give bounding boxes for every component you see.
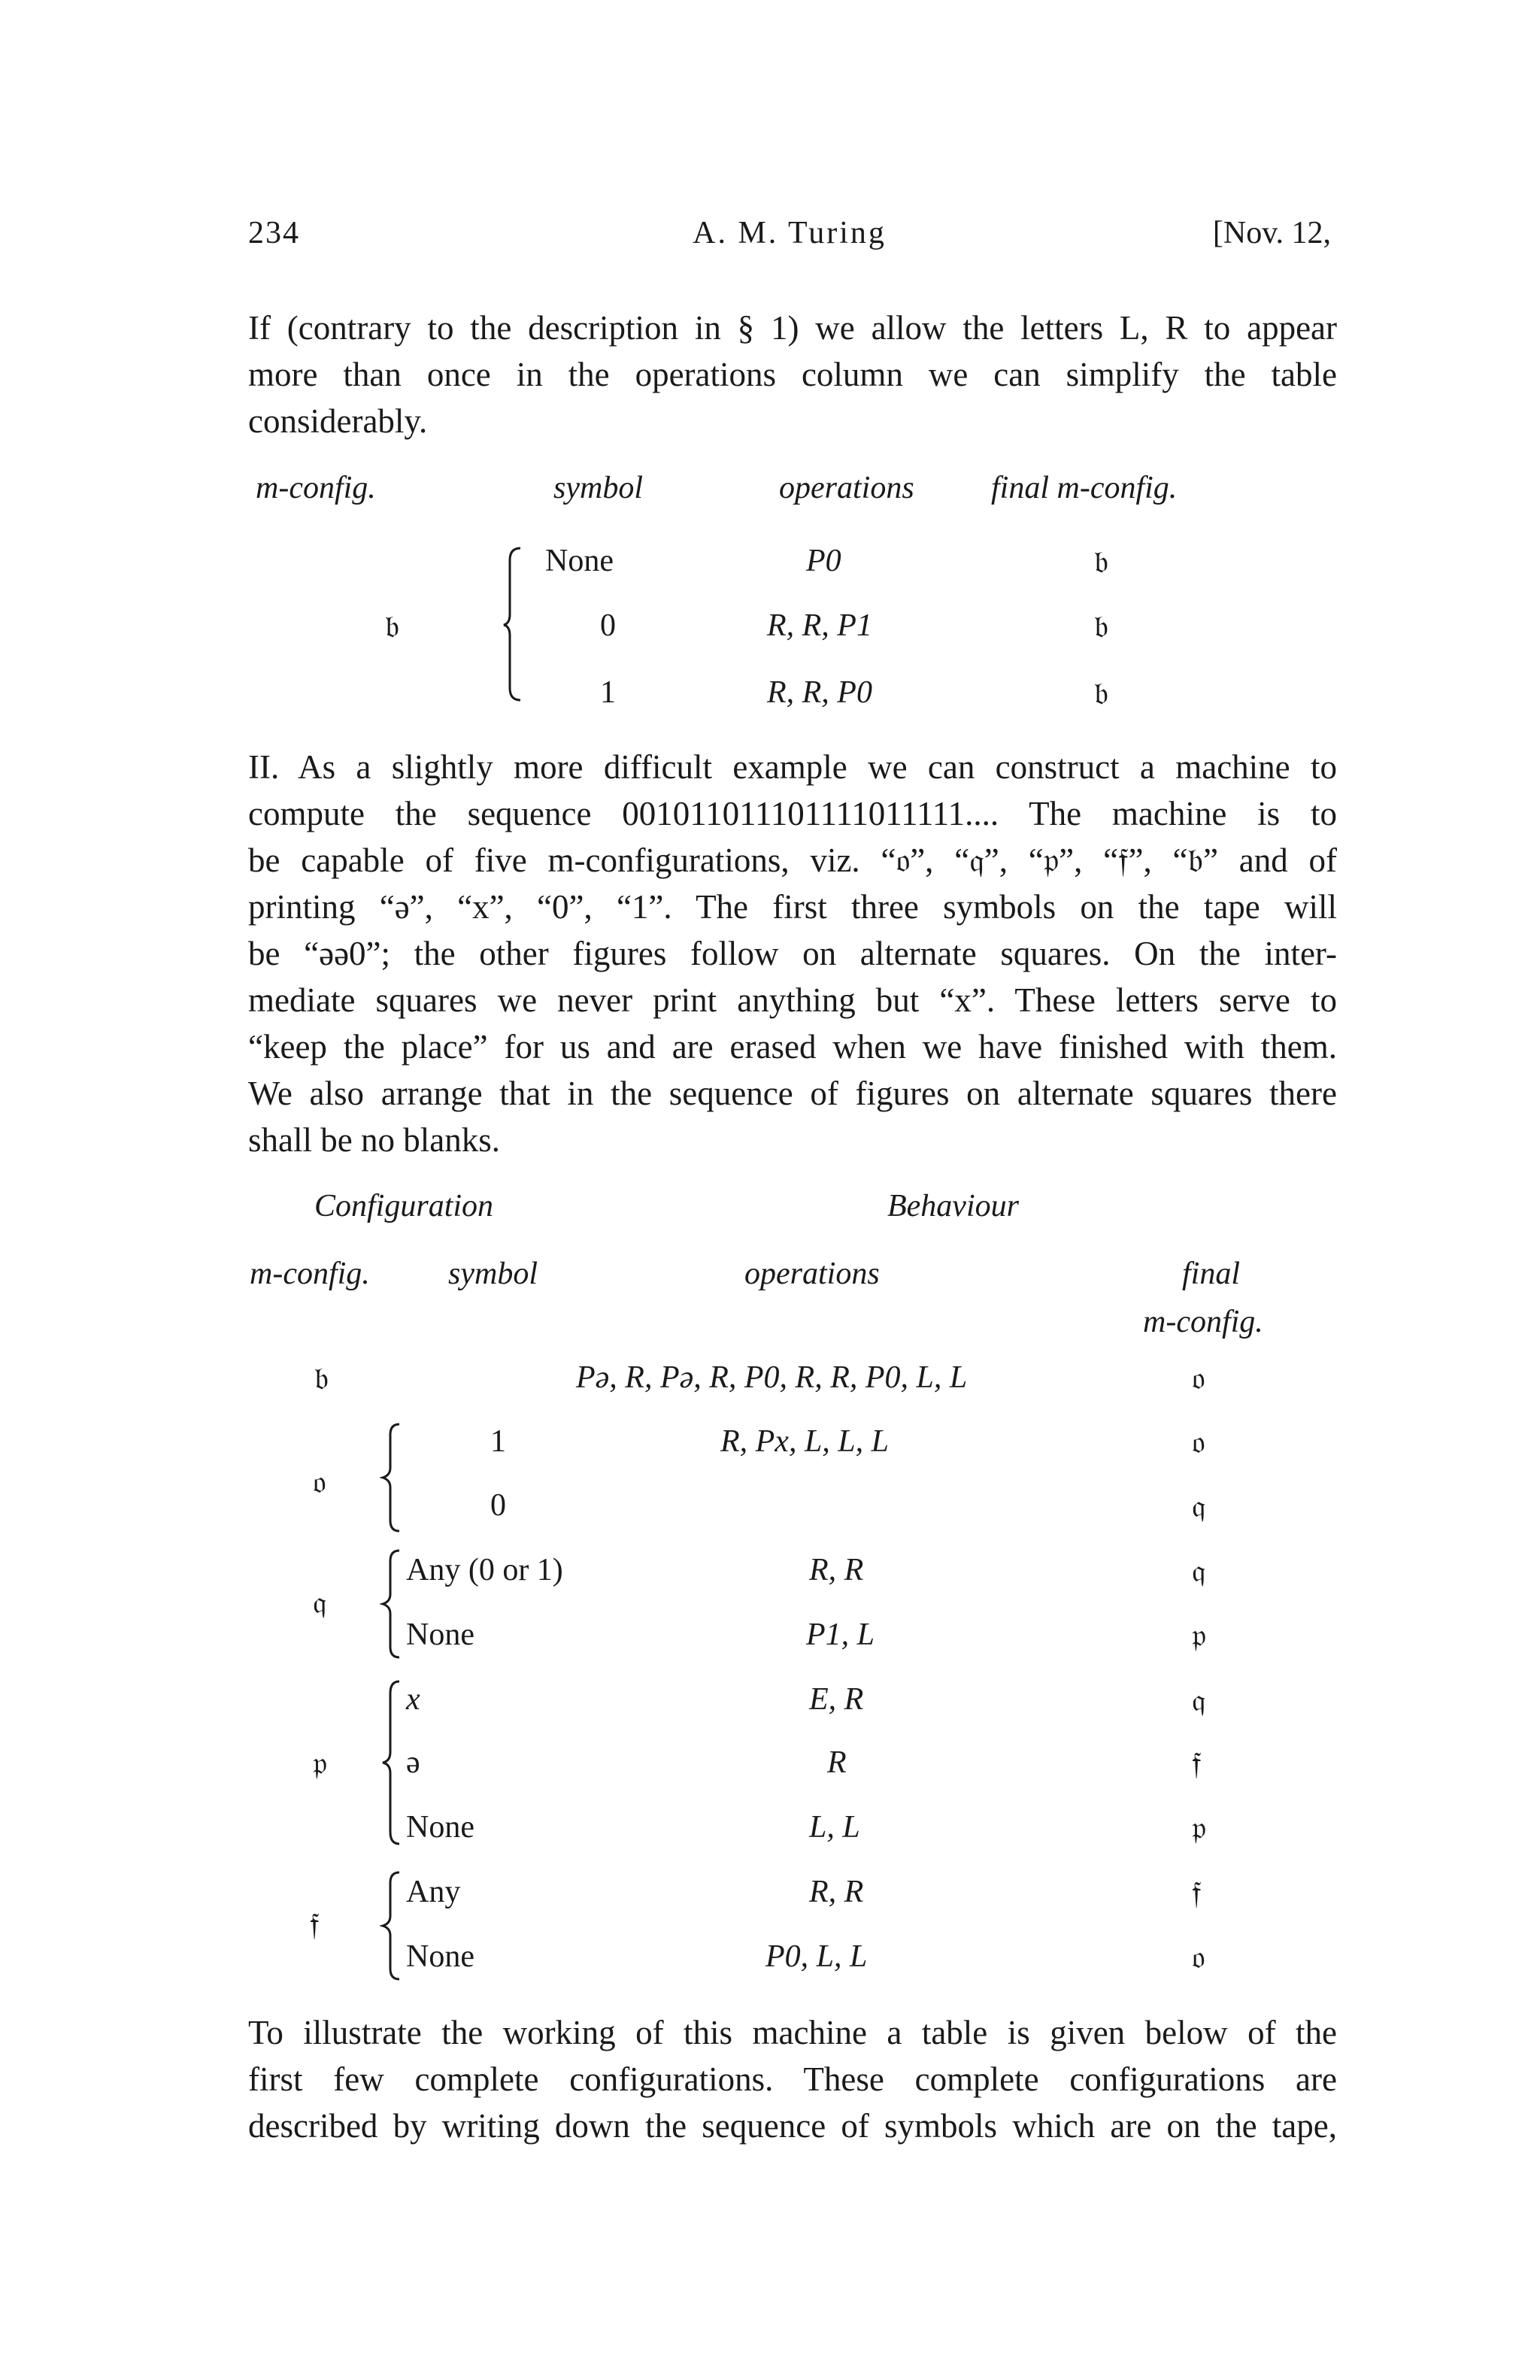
symbol-cell: None [545, 544, 614, 578]
operations-cell: R, R, P1 [767, 608, 872, 643]
m-config-f: 𝔣 [310, 1906, 320, 1942]
header-m-config: m-config. [256, 471, 376, 505]
text-line: We also arrange that in the sequence of figures on alternate squares there [248, 1075, 1337, 1112]
final-cell: 𝔟 [1094, 543, 1109, 580]
header-final-m-config: final m-config. [991, 471, 1178, 505]
text-line: first few complete configurations. These complete configurations are [248, 2060, 1337, 2098]
symbol-cell: None [406, 1617, 474, 1652]
text-line: be “əə0”; the other figures follow on alternate squares. On the inter- [248, 935, 1337, 972]
final-cell: 𝔣 [1192, 1874, 1202, 1911]
operations-cell: P0, L, L [765, 1939, 868, 1974]
paragraph-illustration [248, 2009, 1337, 2149]
final-cell: 𝔬 [1192, 1360, 1205, 1396]
text-line: shall be no blanks. [248, 1121, 500, 1159]
text-line: To illustrate the working of this machine a table is given below of the [248, 2014, 1337, 2051]
page-number: 234 [248, 216, 300, 250]
operations-cell: Pə, R, Pə, R, P0, R, R, P0, L, L [576, 1360, 968, 1395]
m-config-q: 𝔮 [313, 1584, 327, 1621]
header-final-m-config: m-config. [1143, 1305, 1263, 1339]
symbol-cell: 0 [600, 608, 616, 643]
text-line: be capable of five m-configurations, viz. “𝔬”, “𝔮”, “𝔭”, “𝔣”, “𝔟” and of [248, 841, 1337, 879]
symbol-cell: 1 [600, 675, 616, 710]
final-cell: 𝔟 [1094, 608, 1109, 644]
text-line: more than once in the operations column we can simplify the table [248, 356, 1337, 393]
symbol-cell: Any (0 or 1) [406, 1553, 563, 1587]
final-cell: 𝔮 [1192, 1681, 1206, 1718]
operations-cell: L, L [809, 1810, 860, 1845]
final-cell: 𝔭 [1192, 1617, 1207, 1654]
symbol-cell: ə [406, 1745, 420, 1780]
header-operations: operations [744, 1257, 880, 1291]
symbol-cell: x [406, 1682, 420, 1717]
text-line: mediate squares we never print anything but “x”. These letters serve to [248, 981, 1337, 1019]
final-cell: 𝔬 [1192, 1423, 1205, 1460]
operations-cell: R, Px, L, L, L [720, 1424, 890, 1459]
operations-cell: R, R [809, 1875, 864, 1909]
brace-icon [380, 1421, 402, 1534]
symbol-cell: None [406, 1810, 474, 1845]
text-line: II. As a slightly more difficult example we can construct a machine to [248, 748, 1337, 786]
author-name: A. M. Turing [693, 216, 887, 250]
final-cell: 𝔣 [1192, 1745, 1202, 1781]
brace-icon [380, 1548, 402, 1660]
header-symbol: symbol [553, 471, 643, 505]
text-line: considerably. [248, 402, 428, 440]
final-cell: 𝔮 [1192, 1487, 1206, 1524]
symbol-cell: None [406, 1939, 474, 1974]
brace-icon [380, 1869, 402, 1982]
m-config-b: 𝔟 [314, 1360, 329, 1396]
text-line: printing “ə”, “x”, “0”, “1”. The first three symbols on the tape will [248, 888, 1337, 926]
final-cell: 𝔟 [1094, 675, 1109, 711]
text-line: described by writing down the sequence of symbols which are on the tape, [248, 2107, 1337, 2145]
operations-cell: E, R [809, 1682, 864, 1717]
text-line: “keep the place” for us and are erased when we have finished with them. [248, 1028, 1337, 1066]
header-date: [Nov. 12, [1212, 216, 1331, 250]
operations-cell: R, R, P0 [767, 675, 872, 710]
operations-cell: R [827, 1745, 847, 1780]
group-header-configuration: Configuration [314, 1189, 494, 1223]
final-cell: 𝔭 [1192, 1809, 1207, 1846]
brace-icon [380, 1678, 402, 1847]
header-final: final [1182, 1257, 1241, 1291]
symbol-cell: 1 [490, 1424, 506, 1459]
text-line: If (contrary to the description in § 1) we allow the letters L, R to appear [248, 309, 1337, 347]
final-cell: 𝔬 [1192, 1939, 1205, 1975]
final-cell: 𝔮 [1192, 1552, 1206, 1589]
header-operations: operations [779, 471, 914, 505]
symbol-cell: 0 [490, 1488, 506, 1523]
symbol-cell: Any [406, 1875, 461, 1909]
header-m-config: m-config. [250, 1257, 370, 1291]
operations-cell: P0 [806, 544, 841, 578]
m-config-o: 𝔬 [313, 1463, 326, 1500]
group-header-behaviour: Behaviour [887, 1189, 1019, 1223]
text-line: compute the sequence 001011011101111011111.... The machine is to [248, 795, 1337, 832]
operations-cell: R, R [809, 1553, 864, 1587]
header-symbol: symbol [448, 1257, 538, 1291]
m-config-b: 𝔟 [385, 608, 400, 644]
m-config-p: 𝔭 [313, 1745, 328, 1781]
operations-cell: P1, L [806, 1617, 875, 1652]
